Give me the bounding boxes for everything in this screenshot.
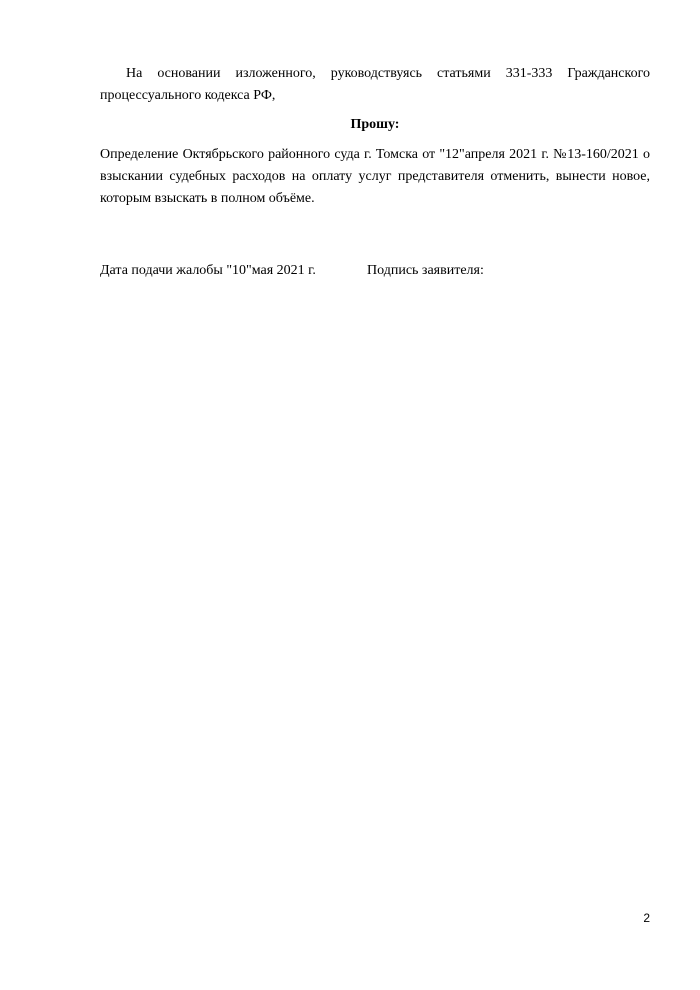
date-signature-line [100, 260, 650, 282]
signature-label: Подпись заявителя: [367, 263, 484, 278]
page-number: 2 [643, 911, 650, 925]
request-paragraph: Определение Октябрьского районного суда г. Томска от "12"апреля 2021 г. №13-160/2021 о взыскании судебных расходов на оплату услуг представителя отменить, вынести новое, которым взыскать в полном объёме. [100, 147, 650, 206]
request-heading: Прошу: [350, 117, 400, 132]
filing-date-text: Дата подачи жалобы "10"мая 2021 г. [100, 263, 316, 278]
intro-paragraph: На основании изложенного, руководствуясь статьями 331-333 Гражданского процессуального кодекса РФ, [100, 66, 650, 103]
